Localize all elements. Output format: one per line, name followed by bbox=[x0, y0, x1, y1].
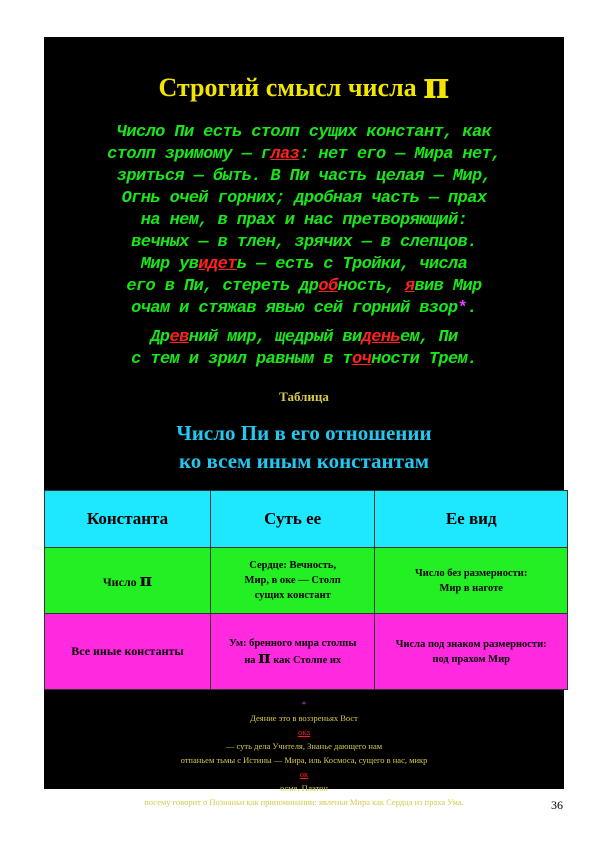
poem-part-2 bbox=[44, 327, 564, 371]
poem-part-1 bbox=[44, 122, 564, 320]
footnote bbox=[44, 697, 564, 809]
table-cell: Число π bbox=[45, 548, 211, 614]
poem-line: с тем и зрил равным в точности Трем. bbox=[131, 350, 477, 369]
table-label: Таблица bbox=[279, 389, 329, 404]
table-title-line: Число Пи в его отношении bbox=[176, 421, 432, 445]
poem-line: Мир увидеть — есть с Тройки, числа bbox=[140, 255, 468, 274]
column-header: Суть ее bbox=[211, 491, 375, 548]
table-cell: Ум: бренного мира столпы на π как Столпе их bbox=[211, 614, 375, 690]
pi-symbol: π bbox=[423, 65, 450, 107]
constants-table bbox=[44, 490, 568, 690]
poem-line: очам и стяжав явью сей горний взор*. bbox=[131, 299, 477, 318]
pi-symbol: π bbox=[139, 570, 153, 591]
table-cell: Все иные константы bbox=[45, 614, 211, 690]
poem-line: Огнь очей горних; дробная часть — прах bbox=[121, 189, 487, 208]
table-title-line: ко всем иным константам bbox=[178, 449, 430, 473]
table-row-other bbox=[45, 614, 568, 690]
column-header: Ее вид bbox=[375, 491, 568, 548]
column-header: Константа bbox=[45, 491, 211, 548]
pi-symbol: π bbox=[258, 647, 271, 668]
poem-line: на нем, в прах и нас претворяющий: bbox=[140, 211, 468, 230]
poem-line: зриться — быть. В Пи часть целая — Мир, bbox=[116, 167, 492, 186]
footnote-line: посему говорит о Познаньи как припоминании: явленьи Мира как Сердца из праха Ума. bbox=[144, 797, 464, 807]
poem-line: его в Пи, стереть дробность, явив Мир bbox=[126, 277, 482, 296]
poem-line: Древний мир, щедрый виденьем, Пи bbox=[150, 328, 458, 347]
footnote-marker: * bbox=[301, 699, 307, 709]
table-row-pi bbox=[45, 548, 568, 614]
table-title bbox=[44, 419, 564, 475]
footnote-marker: * bbox=[457, 299, 468, 318]
table-header-row bbox=[45, 491, 568, 548]
page-title bbox=[44, 65, 564, 107]
table-cell: Числа под знаком размерности: под прахом Мир bbox=[375, 614, 568, 690]
footnote-line: * Деяние это в воззреньях Вост ока — суть дела Учителя, Знанье дающего нам bbox=[44, 697, 564, 753]
title-text: Строгий смысл числа bbox=[158, 73, 417, 102]
poem-line: столп зримому — глаз: нет его — Мира нет, bbox=[107, 145, 501, 164]
table-cell: Сердце: Вечность, Мир, в оке — Столп сущих констант bbox=[211, 548, 375, 614]
page-number: 36 bbox=[551, 798, 563, 812]
footnote-line: отпаньем тьмы с Истины — Мира, иль Космоса, сущего в нас, микр ок осме. Платон bbox=[180, 755, 428, 793]
poem-line: вечных — в тлен, зрячих — в слепцов. bbox=[131, 233, 477, 252]
table-cell: Число без размерности: Мир в наготе bbox=[375, 548, 568, 614]
poem-line: Число Пи есть столп сущих констант, как bbox=[116, 123, 492, 142]
